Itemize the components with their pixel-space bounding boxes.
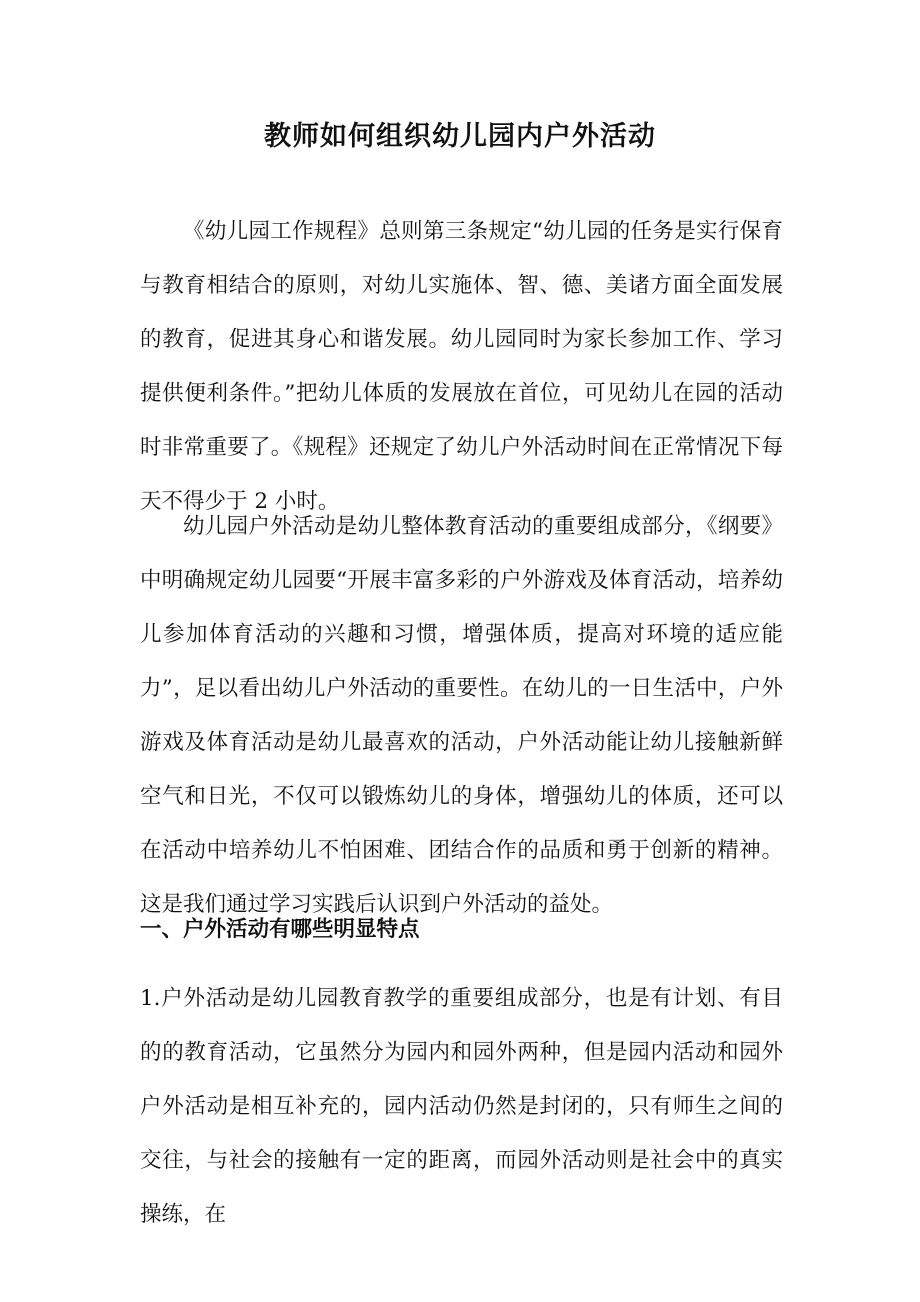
document-title: 教师如何组织幼儿园内户外活动 bbox=[264, 121, 656, 152]
paragraph-outdoor-importance: 幼儿园户外活动是幼儿整体教育活动的重要组成部分，《纲要》中明确规定幼儿园要“开展丰富多彩的户外游戏及体育活动，培养幼儿参加体育活动的兴趣和习惯，增强体质，提高对环境的适应能力”，足以看出幼儿户外活动的重要性。在幼儿的一日生活中，户外游戏及体育活动是幼儿最喜欢的活动，户外活动能让幼儿接触新鲜空气和日光，不仅可以锻炼幼儿的身体，增强幼儿的体质，还可以在活动中培养幼儿不怕困难、团结合作的品质和勇于创新的精神。这是我们通过学习实践后认识到户外活动的益处。 bbox=[140, 514, 783, 917]
section-paragraph: 1.户外活动是幼儿园教育教学的重要组成部分，也是有计划、有目的的教育活动，它虽然分为园内和园外两种，但是园内活动和园外户外活动是相互补充的，园内活动仍然是封闭的，只有师生之间的交往，与社会的接触有一定的距离，而园外活动则是社会中的真实操练，在 bbox=[140, 986, 783, 1227]
paragraph-regulations: 《幼儿园工作规程》总则第三条规定“幼儿园的任务是实行保育与教育相结合的原则，对幼儿实施体、智、德、美诸方面全面发展的教育，促进其身心和谐发展。幼儿园同时为家长参加工作、学习提供便利条件。”把幼儿体质的发展放在首位，可见幼儿在园的活动时非常重要了。《规程》还规定了幼儿户外活动时间在正常情况下每天不得少于 2 小时。 bbox=[140, 219, 783, 514]
section-heading: 一、户外活动有哪些明显特点 bbox=[140, 917, 420, 942]
